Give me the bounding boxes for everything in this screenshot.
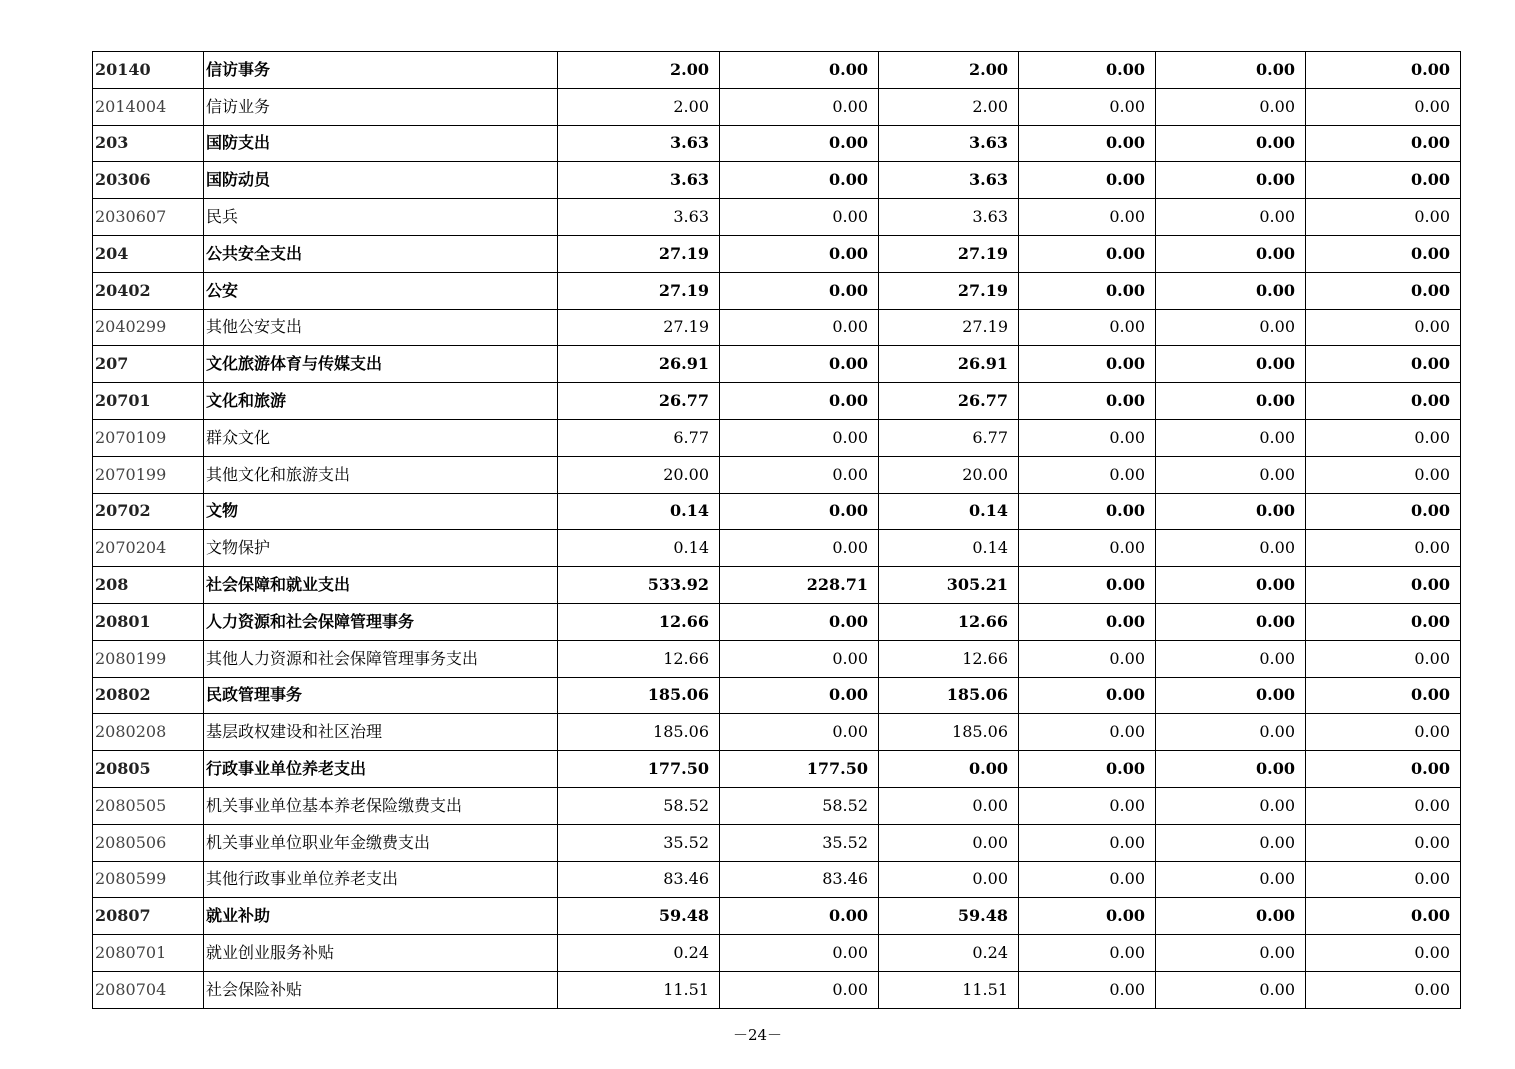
- amount-cell: 0.00: [1019, 861, 1156, 898]
- amount-cell: 12.66: [879, 603, 1019, 640]
- amount-cell: 0.00: [1306, 88, 1461, 125]
- function-code-cell: 208: [93, 567, 204, 604]
- amount-cell: 0.14: [558, 530, 720, 567]
- amount-cell: 0.00: [1019, 898, 1156, 935]
- amount-cell: 59.48: [879, 898, 1019, 935]
- function-name-cell: 文化和旅游: [204, 383, 558, 420]
- function-code-cell: 20140: [93, 52, 204, 89]
- function-code-cell: 2080506: [93, 824, 204, 861]
- table-row: [93, 824, 1461, 861]
- table-body: [93, 52, 1461, 1009]
- amount-cell: 0.00: [720, 162, 879, 199]
- amount-cell: 0.00: [1019, 383, 1156, 420]
- amount-cell: 0.00: [720, 603, 879, 640]
- amount-cell: 0.00: [1019, 493, 1156, 530]
- amount-cell: 0.00: [1156, 971, 1306, 1008]
- amount-cell: 0.00: [1156, 125, 1306, 162]
- amount-cell: 27.19: [879, 235, 1019, 272]
- function-code-cell: 20306: [93, 162, 204, 199]
- amount-cell: 0.00: [1019, 88, 1156, 125]
- amount-cell: 0.00: [1156, 898, 1306, 935]
- amount-cell: 0.00: [720, 419, 879, 456]
- function-code-cell: 2014004: [93, 88, 204, 125]
- amount-cell: 0.00: [720, 935, 879, 972]
- amount-cell: 0.00: [1306, 125, 1461, 162]
- amount-cell: 0.00: [1019, 162, 1156, 199]
- amount-cell: 228.71: [720, 567, 879, 604]
- function-code-cell: 2080208: [93, 714, 204, 751]
- function-name-cell: 就业创业服务补贴: [204, 935, 558, 972]
- amount-cell: 2.00: [879, 52, 1019, 89]
- function-name-cell: 社会保险补贴: [204, 971, 558, 1008]
- amount-cell: 0.24: [879, 935, 1019, 972]
- function-code-cell: 20701: [93, 383, 204, 420]
- amount-cell: 0.00: [1019, 125, 1156, 162]
- amount-cell: 0.00: [720, 88, 879, 125]
- function-code-cell: 2070109: [93, 419, 204, 456]
- table-row: [93, 971, 1461, 1008]
- amount-cell: 27.19: [558, 309, 720, 346]
- table-row: [93, 125, 1461, 162]
- function-code-cell: 2040299: [93, 309, 204, 346]
- amount-cell: 58.52: [558, 787, 720, 824]
- amount-cell: 0.00: [720, 125, 879, 162]
- amount-cell: 26.77: [879, 383, 1019, 420]
- function-code-cell: 2030607: [93, 199, 204, 236]
- amount-cell: 6.77: [879, 419, 1019, 456]
- amount-cell: 0.00: [720, 272, 879, 309]
- function-name-cell: 社会保障和就业支出: [204, 567, 558, 604]
- amount-cell: 185.06: [558, 714, 720, 751]
- function-name-cell: 文化旅游体育与传媒支出: [204, 346, 558, 383]
- amount-cell: 0.00: [879, 751, 1019, 788]
- amount-cell: 0.00: [720, 199, 879, 236]
- table-row: [93, 383, 1461, 420]
- table-row: [93, 567, 1461, 604]
- table-row: [93, 677, 1461, 714]
- amount-cell: 0.00: [720, 971, 879, 1008]
- amount-cell: 0.00: [879, 787, 1019, 824]
- table-row: [93, 419, 1461, 456]
- function-code-cell: 20807: [93, 898, 204, 935]
- amount-cell: 0.00: [1156, 787, 1306, 824]
- function-code-cell: 2080599: [93, 861, 204, 898]
- amount-cell: 0.00: [1306, 677, 1461, 714]
- amount-cell: 0.00: [879, 861, 1019, 898]
- function-name-cell: 信访事务: [204, 52, 558, 89]
- amount-cell: 0.14: [558, 493, 720, 530]
- table-row: [93, 898, 1461, 935]
- function-code-cell: 203: [93, 125, 204, 162]
- amount-cell: 0.00: [1156, 861, 1306, 898]
- amount-cell: 3.63: [558, 162, 720, 199]
- amount-cell: 0.00: [1156, 88, 1306, 125]
- amount-cell: 59.48: [558, 898, 720, 935]
- amount-cell: 0.00: [1019, 603, 1156, 640]
- amount-cell: 83.46: [720, 861, 879, 898]
- amount-cell: 0.00: [1156, 530, 1306, 567]
- amount-cell: 0.00: [1306, 199, 1461, 236]
- amount-cell: 0.00: [1156, 162, 1306, 199]
- amount-cell: 0.00: [1156, 272, 1306, 309]
- amount-cell: 27.19: [879, 272, 1019, 309]
- table-row: [93, 346, 1461, 383]
- amount-cell: 0.00: [1156, 52, 1306, 89]
- amount-cell: 0.00: [1019, 530, 1156, 567]
- table-row: [93, 493, 1461, 530]
- table-row: [93, 235, 1461, 272]
- amount-cell: 0.14: [879, 493, 1019, 530]
- amount-cell: 0.00: [1156, 383, 1306, 420]
- amount-cell: 0.00: [1156, 456, 1306, 493]
- amount-cell: 0.00: [1156, 493, 1306, 530]
- function-name-cell: 就业补助: [204, 898, 558, 935]
- amount-cell: 0.00: [1156, 235, 1306, 272]
- amount-cell: 0.00: [1306, 346, 1461, 383]
- table-row: [93, 52, 1461, 89]
- amount-cell: 2.00: [558, 88, 720, 125]
- function-name-cell: 国防支出: [204, 125, 558, 162]
- table-row: [93, 530, 1461, 567]
- amount-cell: 0.00: [1019, 824, 1156, 861]
- function-name-cell: 信访业务: [204, 88, 558, 125]
- amount-cell: 0.00: [720, 383, 879, 420]
- amount-cell: 0.00: [720, 493, 879, 530]
- amount-cell: 35.52: [720, 824, 879, 861]
- amount-cell: 3.63: [558, 199, 720, 236]
- amount-cell: 0.00: [720, 530, 879, 567]
- amount-cell: 0.00: [1156, 714, 1306, 751]
- table-row: [93, 272, 1461, 309]
- table-row: [93, 603, 1461, 640]
- amount-cell: 0.00: [879, 824, 1019, 861]
- amount-cell: 0.00: [720, 52, 879, 89]
- amount-cell: 0.00: [1156, 677, 1306, 714]
- amount-cell: 3.63: [879, 162, 1019, 199]
- table-row: [93, 640, 1461, 677]
- table-row: [93, 787, 1461, 824]
- amount-cell: 0.00: [720, 346, 879, 383]
- amount-cell: 27.19: [558, 235, 720, 272]
- function-code-cell: 207: [93, 346, 204, 383]
- amount-cell: 0.00: [1156, 567, 1306, 604]
- amount-cell: 0.00: [1306, 162, 1461, 199]
- amount-cell: 0.00: [1019, 309, 1156, 346]
- amount-cell: 0.00: [1306, 898, 1461, 935]
- function-name-cell: 公安: [204, 272, 558, 309]
- amount-cell: 0.00: [1306, 861, 1461, 898]
- amount-cell: 533.92: [558, 567, 720, 604]
- amount-cell: 0.00: [1306, 493, 1461, 530]
- amount-cell: 185.06: [879, 714, 1019, 751]
- amount-cell: 0.00: [1019, 714, 1156, 751]
- amount-cell: 3.63: [879, 125, 1019, 162]
- amount-cell: 26.77: [558, 383, 720, 420]
- function-name-cell: 公共安全支出: [204, 235, 558, 272]
- amount-cell: 0.00: [720, 640, 879, 677]
- amount-cell: 0.00: [1306, 530, 1461, 567]
- table-row: [93, 861, 1461, 898]
- amount-cell: 0.00: [1019, 199, 1156, 236]
- amount-cell: 0.00: [720, 456, 879, 493]
- function-code-cell: 2080704: [93, 971, 204, 1008]
- function-name-cell: 人力资源和社会保障管理事务: [204, 603, 558, 640]
- amount-cell: 0.00: [1306, 383, 1461, 420]
- table-row: [93, 751, 1461, 788]
- amount-cell: 0.00: [1156, 603, 1306, 640]
- amount-cell: 0.00: [1156, 640, 1306, 677]
- function-name-cell: 机关事业单位基本养老保险缴费支出: [204, 787, 558, 824]
- amount-cell: 20.00: [558, 456, 720, 493]
- amount-cell: 0.24: [558, 935, 720, 972]
- amount-cell: 0.00: [1306, 824, 1461, 861]
- amount-cell: 27.19: [558, 272, 720, 309]
- amount-cell: 0.00: [720, 714, 879, 751]
- amount-cell: 12.66: [879, 640, 1019, 677]
- amount-cell: 6.77: [558, 419, 720, 456]
- amount-cell: 0.00: [1019, 787, 1156, 824]
- amount-cell: 0.00: [1306, 52, 1461, 89]
- function-code-cell: 20402: [93, 272, 204, 309]
- amount-cell: 177.50: [720, 751, 879, 788]
- function-code-cell: 20805: [93, 751, 204, 788]
- function-code-cell: 2080199: [93, 640, 204, 677]
- table-row: [93, 456, 1461, 493]
- amount-cell: 26.91: [558, 346, 720, 383]
- amount-cell: 185.06: [879, 677, 1019, 714]
- amount-cell: 0.00: [1156, 419, 1306, 456]
- amount-cell: 0.00: [1306, 640, 1461, 677]
- amount-cell: 0.00: [1306, 456, 1461, 493]
- amount-cell: 0.00: [1019, 935, 1156, 972]
- amount-cell: 0.00: [1306, 309, 1461, 346]
- amount-cell: 0.00: [1156, 824, 1306, 861]
- function-code-cell: 2080505: [93, 787, 204, 824]
- function-name-cell: 民政管理事务: [204, 677, 558, 714]
- amount-cell: 0.14: [879, 530, 1019, 567]
- function-name-cell: 其他文化和旅游支出: [204, 456, 558, 493]
- amount-cell: 0.00: [720, 235, 879, 272]
- table-row: [93, 309, 1461, 346]
- amount-cell: 83.46: [558, 861, 720, 898]
- amount-cell: 0.00: [1306, 272, 1461, 309]
- amount-cell: 27.19: [879, 309, 1019, 346]
- function-name-cell: 民兵: [204, 199, 558, 236]
- table-row: [93, 199, 1461, 236]
- amount-cell: 0.00: [1019, 456, 1156, 493]
- amount-cell: 3.63: [879, 199, 1019, 236]
- amount-cell: 0.00: [1019, 640, 1156, 677]
- amount-cell: 305.21: [879, 567, 1019, 604]
- amount-cell: 26.91: [879, 346, 1019, 383]
- amount-cell: 12.66: [558, 603, 720, 640]
- budget-table: [92, 51, 1461, 1009]
- amount-cell: 0.00: [1306, 751, 1461, 788]
- amount-cell: 35.52: [558, 824, 720, 861]
- function-code-cell: 2070199: [93, 456, 204, 493]
- amount-cell: 0.00: [1019, 52, 1156, 89]
- function-code-cell: 20801: [93, 603, 204, 640]
- amount-cell: 58.52: [720, 787, 879, 824]
- amount-cell: 0.00: [1306, 567, 1461, 604]
- amount-cell: 0.00: [1019, 419, 1156, 456]
- amount-cell: 0.00: [1156, 199, 1306, 236]
- amount-cell: 0.00: [1156, 346, 1306, 383]
- amount-cell: 3.63: [558, 125, 720, 162]
- page-number: －24－: [732, 1026, 783, 1044]
- amount-cell: 0.00: [1019, 272, 1156, 309]
- function-name-cell: 行政事业单位养老支出: [204, 751, 558, 788]
- amount-cell: 0.00: [1306, 935, 1461, 972]
- amount-cell: 0.00: [1156, 935, 1306, 972]
- amount-cell: 0.00: [720, 898, 879, 935]
- function-code-cell: 20702: [93, 493, 204, 530]
- function-code-cell: 2070204: [93, 530, 204, 567]
- amount-cell: 0.00: [1019, 677, 1156, 714]
- amount-cell: 2.00: [558, 52, 720, 89]
- amount-cell: 11.51: [558, 971, 720, 1008]
- function-name-cell: 其他人力资源和社会保障管理事务支出: [204, 640, 558, 677]
- function-name-cell: 基层政权建设和社区治理: [204, 714, 558, 751]
- table-row: [93, 162, 1461, 199]
- amount-cell: 0.00: [1306, 971, 1461, 1008]
- table-row: [93, 714, 1461, 751]
- amount-cell: 0.00: [1156, 751, 1306, 788]
- amount-cell: 0.00: [1019, 235, 1156, 272]
- amount-cell: 0.00: [1306, 603, 1461, 640]
- amount-cell: 0.00: [720, 309, 879, 346]
- function-name-cell: 其他行政事业单位养老支出: [204, 861, 558, 898]
- amount-cell: 0.00: [1019, 751, 1156, 788]
- amount-cell: 177.50: [558, 751, 720, 788]
- function-name-cell: 文物: [204, 493, 558, 530]
- table-row: [93, 88, 1461, 125]
- amount-cell: 0.00: [1306, 235, 1461, 272]
- amount-cell: 0.00: [1156, 309, 1306, 346]
- amount-cell: 20.00: [879, 456, 1019, 493]
- function-name-cell: 文物保护: [204, 530, 558, 567]
- amount-cell: 0.00: [720, 677, 879, 714]
- amount-cell: 0.00: [1306, 419, 1461, 456]
- function-code-cell: 2080701: [93, 935, 204, 972]
- amount-cell: 0.00: [1019, 971, 1156, 1008]
- amount-cell: 185.06: [558, 677, 720, 714]
- amount-cell: 2.00: [879, 88, 1019, 125]
- table-row: [93, 935, 1461, 972]
- amount-cell: 0.00: [1306, 714, 1461, 751]
- amount-cell: 0.00: [1019, 567, 1156, 604]
- function-name-cell: 国防动员: [204, 162, 558, 199]
- function-name-cell: 其他公安支出: [204, 309, 558, 346]
- amount-cell: 11.51: [879, 971, 1019, 1008]
- function-name-cell: 机关事业单位职业年金缴费支出: [204, 824, 558, 861]
- function-code-cell: 204: [93, 235, 204, 272]
- amount-cell: 12.66: [558, 640, 720, 677]
- amount-cell: 0.00: [1019, 346, 1156, 383]
- amount-cell: 0.00: [1306, 787, 1461, 824]
- function-code-cell: 20802: [93, 677, 204, 714]
- function-name-cell: 群众文化: [204, 419, 558, 456]
